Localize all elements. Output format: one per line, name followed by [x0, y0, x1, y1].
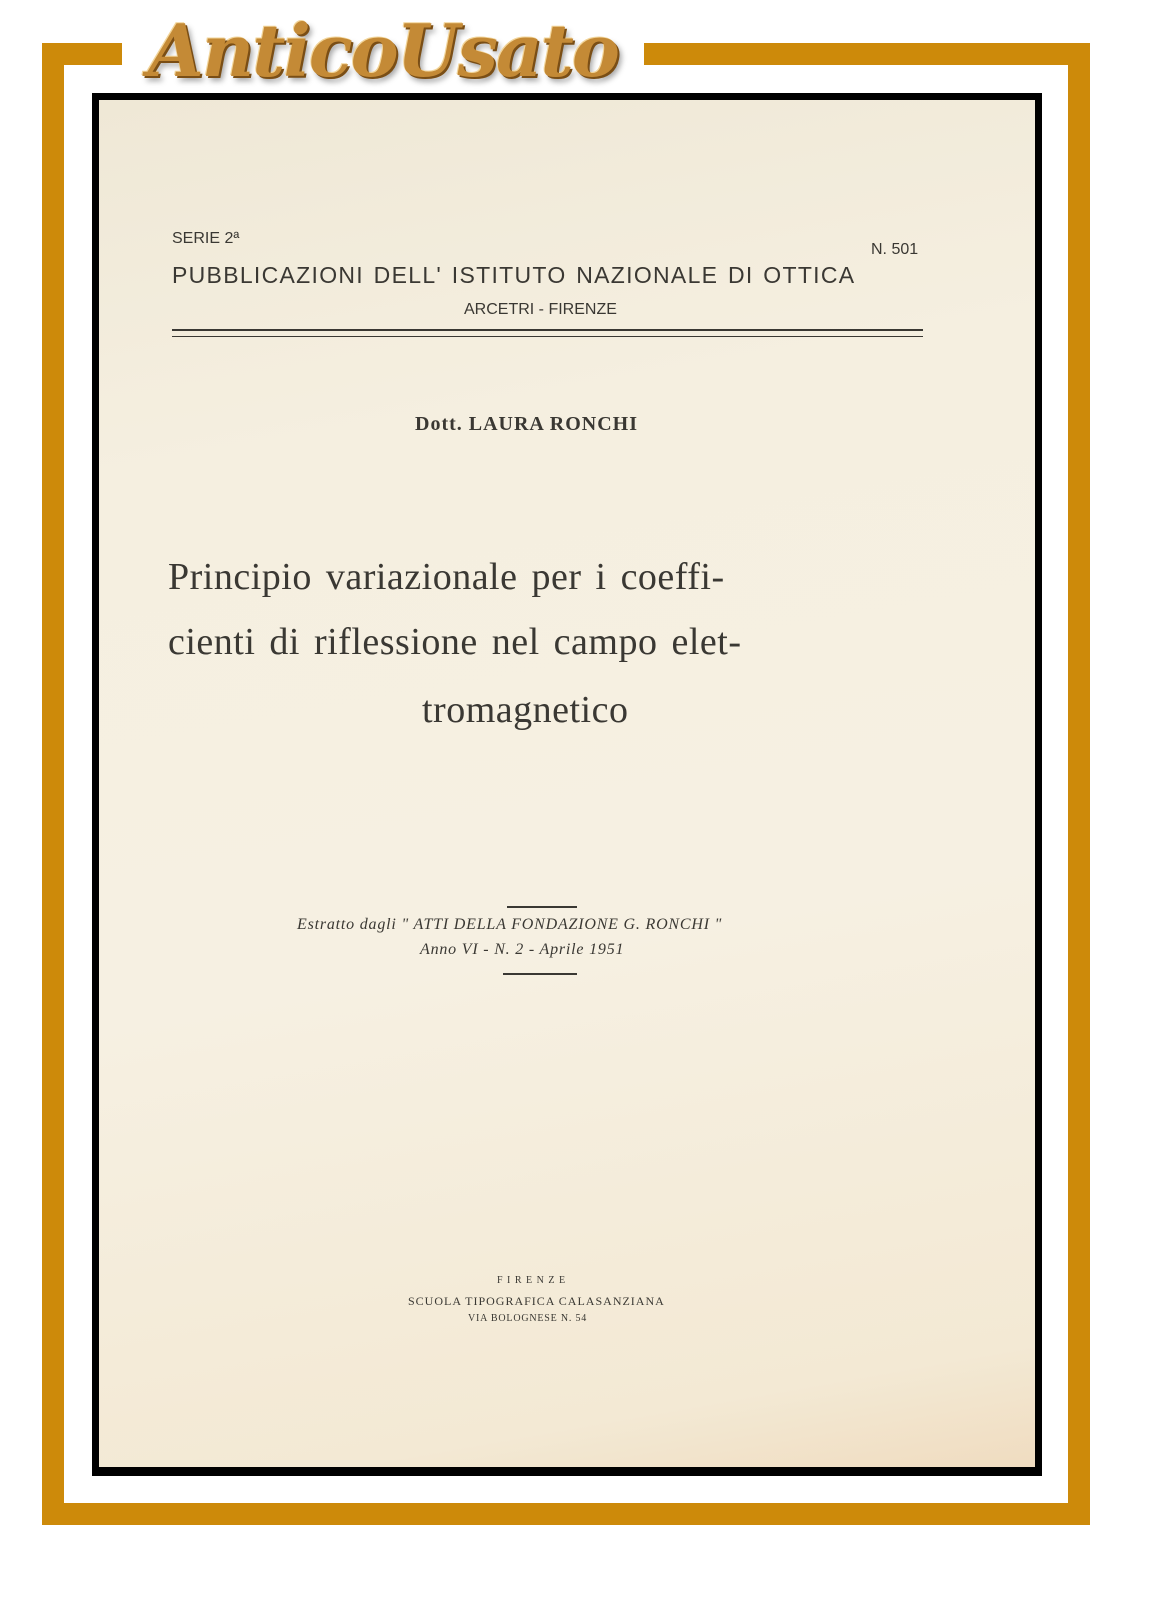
series-label: SERIE 2ª: [172, 230, 240, 247]
header-rule-top: [172, 329, 923, 331]
printer-city: F I R E N Z E: [497, 1275, 567, 1286]
printer-name: SCUOLA TIPOGRAFICA CALASANZIANA: [408, 1294, 665, 1308]
author-byline: Dott. LAURA RONCHI: [415, 413, 638, 435]
extract-issue: Anno VI - N. 2 - Aprile 1951: [420, 941, 625, 958]
extract-rule-bottom: [503, 973, 577, 975]
extract-rule-top: [507, 906, 577, 908]
title-line-1: Principio variazionale per i coeffi-: [168, 556, 725, 598]
title-line-3: tromagnetico: [422, 689, 629, 731]
anticousato-logo: AnticoUsato: [148, 7, 618, 93]
publication-number: N. 501: [871, 241, 919, 258]
header-rule-bottom: [172, 336, 923, 337]
title-line-2: cienti di riflessione nel campo elet-: [168, 621, 742, 663]
printer-address: VIA BOLOGNESE N. 54: [468, 1313, 588, 1324]
extract-source: Estratto dagli " ATTI DELLA FONDAZIONE G. RONCHI ": [297, 916, 723, 933]
publisher-location: ARCETRI - FIRENZE: [464, 301, 617, 318]
publisher-name: PUBBLICAZIONI DELL' ISTITUTO NAZIONALE DI OTTICA: [172, 262, 856, 288]
